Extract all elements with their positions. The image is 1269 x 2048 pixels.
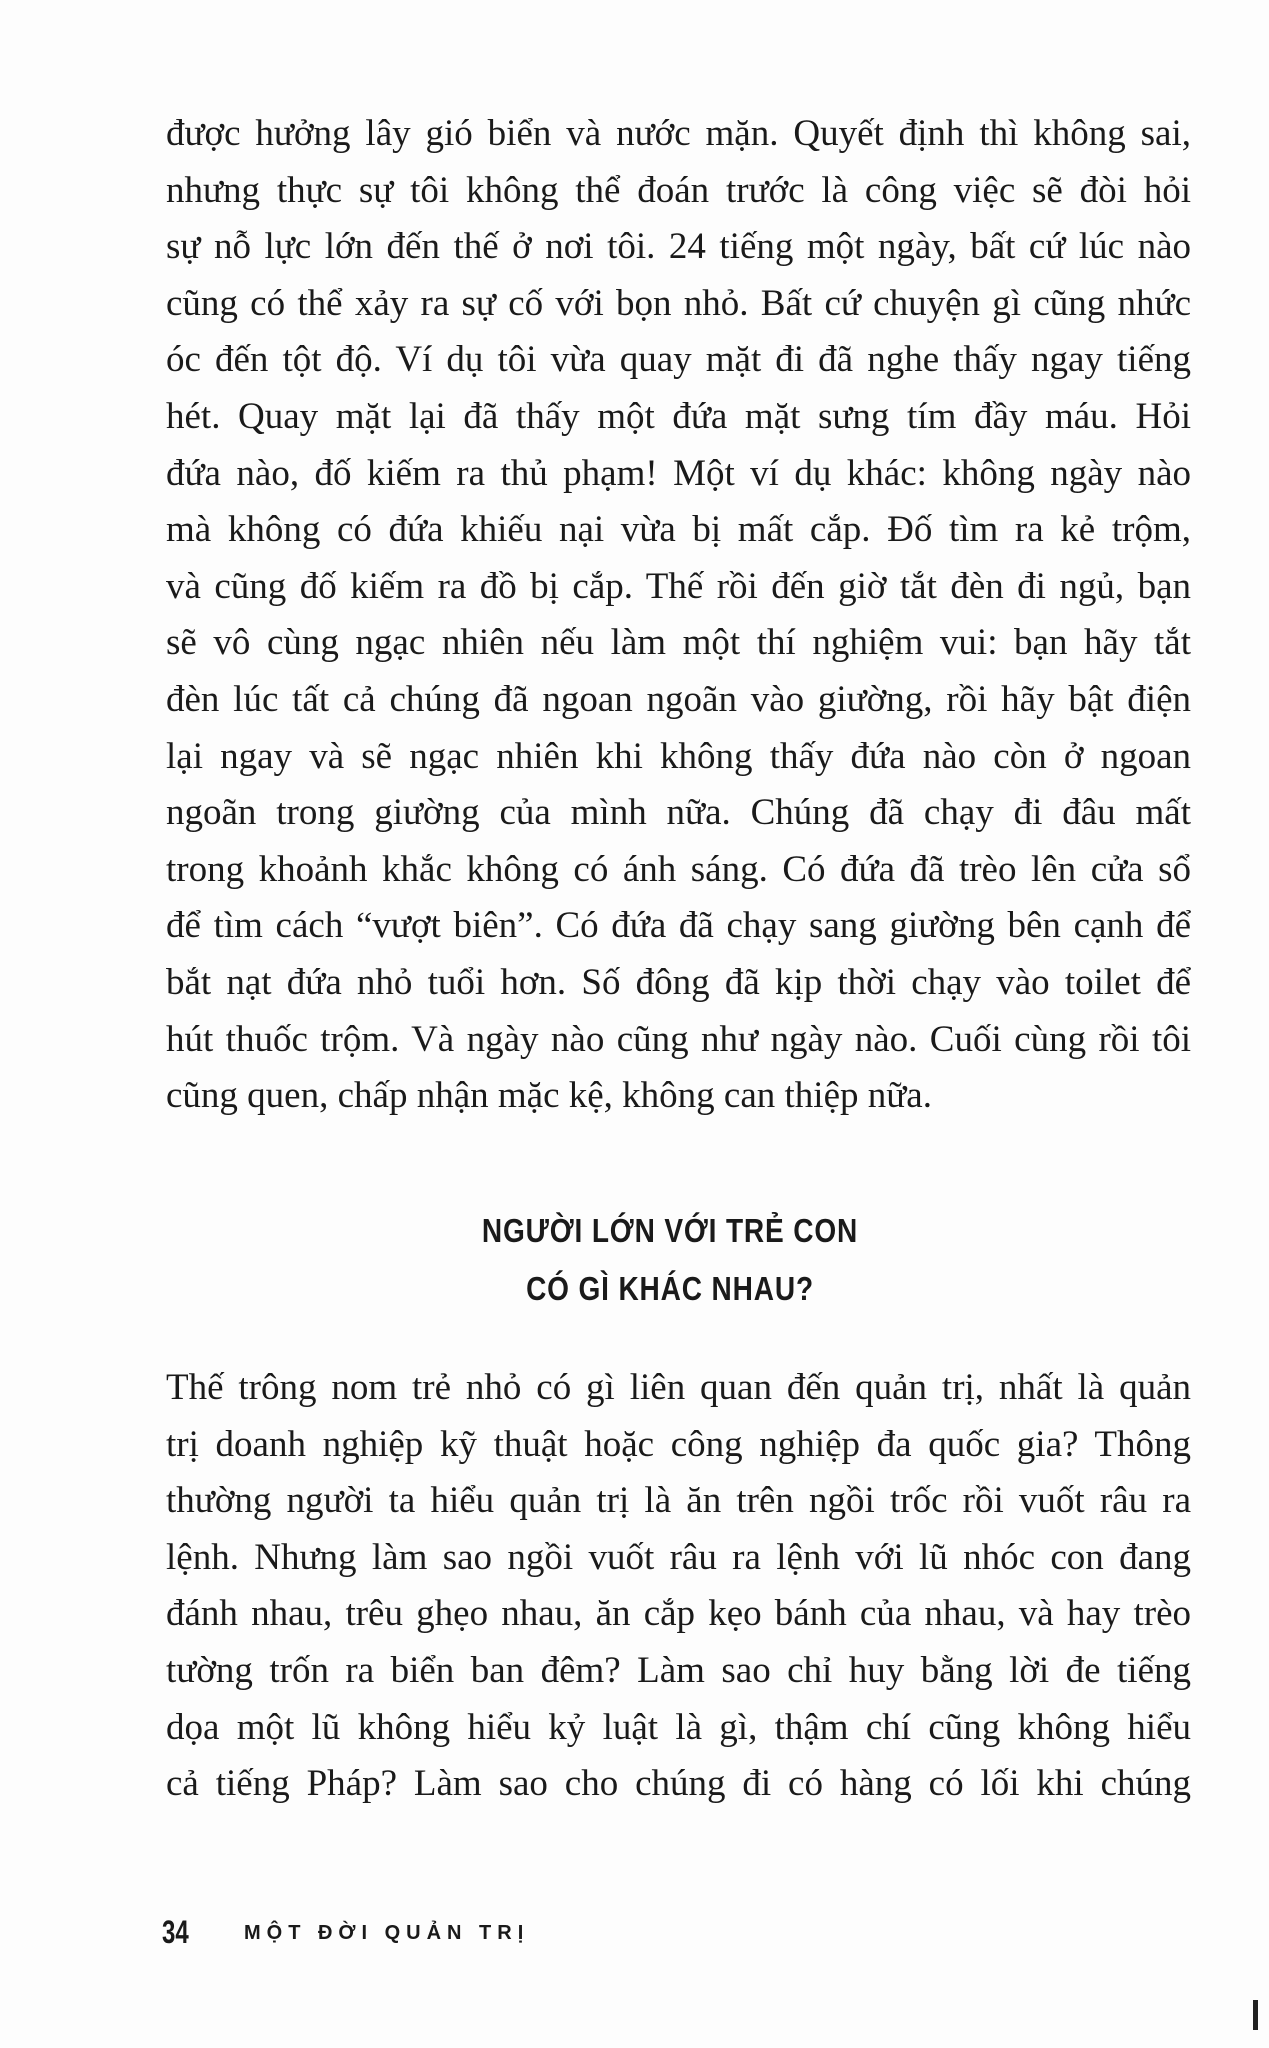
text-line: đứa nào, đố kiếm ra thủ phạm! Một ví dụ khác: không ngày nào xyxy=(166,452,1191,494)
section-heading-line-2: CÓ GÌ KHÁC NHAU? xyxy=(526,1270,814,1307)
text-line: nhưng thực sự tôi không thể đoán trước là công việc sẽ đòi hỏi xyxy=(166,169,1191,211)
text-line: để tìm cách “vượt biên”. Có đứa đã chạy sang giường bên cạnh để xyxy=(166,905,1191,947)
text-line: và cũng đố kiếm ra đồ bị cắp. Thế rồi đến giờ tắt đèn đi ngủ, bạn xyxy=(166,565,1191,607)
text-line: lệnh. Nhưng làm sao ngồi vuốt râu ra lệnh với lũ nhóc con đang xyxy=(166,1536,1191,1578)
text-line: được hưởng lây gió biển và nước mặn. Quyết định thì không sai, xyxy=(166,113,1191,154)
text-line: cũng có thể xảy ra sự cố với bọn nhỏ. Bất cứ chuyện gì cũng nhức xyxy=(166,282,1191,324)
text-line: sẽ vô cùng ngạc nhiên nếu làm một thí nghiệm vui: bạn hãy tắt xyxy=(166,622,1191,664)
text-line: trong khoảnh khắc không có ánh sáng. Có đứa đã trèo lên cửa sổ xyxy=(166,848,1191,890)
text-line: đánh nhau, trêu ghẹo nhau, ăn cắp kẹo bánh của nhau, và hay trèo xyxy=(166,1593,1191,1635)
text-line: sự nỗ lực lớn đến thế ở nơi tôi. 24 tiếng một ngày, bất cứ lúc nào xyxy=(166,226,1191,268)
text-line: tường trốn ra biển ban đêm? Làm sao chỉ huy bằng lời đe tiếng xyxy=(166,1649,1191,1691)
text-line: dọa một lũ không hiểu kỷ luật là gì, thậm chí cũng không hiểu xyxy=(166,1706,1191,1748)
text-line: mà không có đứa khiếu nại vừa bị mất cắp. Đố tìm ra kẻ trộm, xyxy=(166,509,1191,551)
text-line: óc đến tột độ. Ví dụ tôi vừa quay mặt đi đã nghe thấy ngay tiếng xyxy=(166,339,1191,381)
text-line: hét. Quay mặt lại đã thấy một đứa mặt sưng tím đầy máu. Hỏi xyxy=(166,395,1191,437)
body-paragraph-1 xyxy=(166,106,1191,1125)
body-paragraph-2 xyxy=(166,1360,1191,1813)
text-line: bắt nạt đứa nhỏ tuổi hơn. Số đông đã kịp thời chạy vào toilet để xyxy=(166,961,1191,1003)
text-line: đèn lúc tất cả chúng đã ngoan ngoãn vào giường, rồi hãy bật điện xyxy=(166,678,1191,720)
text-line: cũng quen, chấp nhận mặc kệ, không can thiệp nữa. xyxy=(166,1075,932,1117)
running-footer-book-title: MỘT ĐỜI QUẢN TRỊ xyxy=(244,1922,530,1944)
text-line: Thế trông nom trẻ nhỏ có gì liên quan đến quản trị, nhất là quản xyxy=(166,1367,1191,1408)
section-heading-line-1: NGƯỜI LỚN VỚI TRẺ CON xyxy=(481,1212,859,1249)
page-number: 34 xyxy=(162,1914,189,1950)
text-line: trị doanh nghiệp kỹ thuật hoặc công nghiệp đa quốc gia? Thông xyxy=(166,1423,1191,1465)
text-line: ngoãn trong giường của mình nữa. Chúng đã chạy đi đâu mất xyxy=(166,792,1191,834)
text-line: cả tiếng Pháp? Làm sao cho chúng đi có hàng có lối khi chúng xyxy=(166,1763,1191,1805)
text-line: hút thuốc trộm. Và ngày nào cũng như ngày nào. Cuối cùng rồi tôi xyxy=(166,1018,1191,1060)
text-line: thường người ta hiểu quản trị là ăn trên ngồi trốc rồi vuốt râu ra xyxy=(166,1480,1191,1522)
page-edge-mark xyxy=(1253,2000,1258,2030)
text-line: lại ngay và sẽ ngạc nhiên khi không thấy đứa nào còn ở ngoan xyxy=(166,735,1191,777)
